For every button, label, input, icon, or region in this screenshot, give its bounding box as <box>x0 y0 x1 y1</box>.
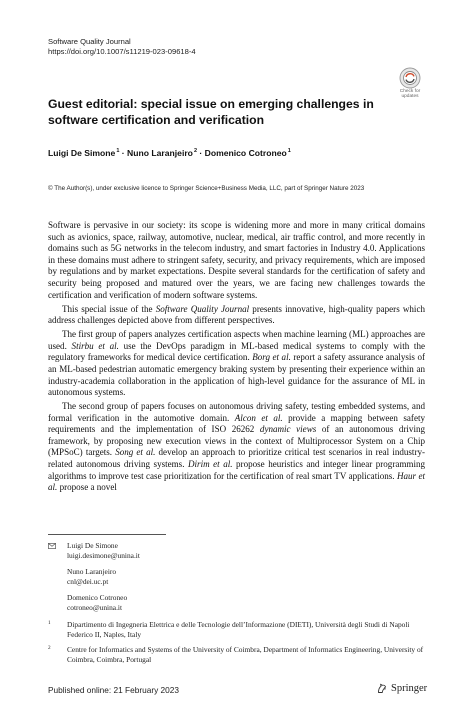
author-separator: · <box>119 148 128 158</box>
text-run: presents innovative, high-quality papers which address challenges depicted above from different perspectives. <box>48 303 425 326</box>
text-run: The second group of papers focuses on autonomous driving safety, testing embedded systems, and formal verification in the automotive domain. <box>48 401 425 423</box>
author-affiliation-marker: 2 <box>193 148 197 154</box>
text-run: use the DevOps paradigm in ML-based medical systems to comply with the regulatory frameworks for medical device certification. <box>48 340 425 363</box>
emphasis-text: Stirbu et al. <box>71 340 119 351</box>
author-name[interactable]: Luigi De Simone <box>48 148 116 158</box>
affiliation-text: Centre for Informatics and Systems of the University of Coimbra, Department of Informatics Engineering, University of Coimbra, Coimbra, Portugal <box>67 645 424 664</box>
springer-horse-icon <box>376 682 388 694</box>
emphasis-text: Alcon et al. <box>234 412 283 423</box>
contact-name: Domenico Cotroneo <box>67 593 128 602</box>
check-for-updates-badge[interactable] <box>393 67 427 101</box>
author-separator: · <box>197 148 205 158</box>
emphasis-text: Software Quality Journal <box>155 303 250 314</box>
contact-name: Nuno Laranjeiro <box>67 567 117 576</box>
author-affiliation-marker: 1 <box>287 148 291 154</box>
emphasis-text: dynamic views <box>259 424 317 435</box>
contact-entry <box>67 541 140 560</box>
author-name[interactable]: Domenico Cotroneo <box>204 148 287 158</box>
check-updates-line1: Check for <box>399 89 421 94</box>
author-name[interactable]: Nuno Laranjeiro <box>127 148 193 158</box>
author-affiliation-marker: 1 <box>116 148 120 154</box>
doi-link[interactable]: https://doi.org/10.1007/s11219-023-09618-4 <box>48 47 196 56</box>
published-date: Published online: 21 February 2023 <box>48 685 179 695</box>
text-run: propose heuristics and integer linear programming algorithms to improve test case prioritization for the certification of real smart TV applications. <box>48 459 425 481</box>
text-run: of an autonomous driving framework, by proposing new execution views in the context of Multiprocessor System on a Chip (MPSoC) targets. <box>48 424 426 458</box>
affiliation-text: Dipartimento di Ingegneria Elettrica e delle Tecnologie dell’Informazione (DIETI), Università degli Studi di Napoli Federico II, Naples, Italy <box>67 620 410 639</box>
contact-email[interactable]: luigi.desimone@unina.it <box>67 550 140 560</box>
text-run: The first group of papers analyzes certification aspects when machine learning (ML) approaches are used. <box>48 329 425 351</box>
body-paragraph <box>48 329 425 399</box>
copyright-notice: © The Author(s), under exclusive licence to Springer Science+Business Media, LLC, part of Springer Nature 2023 <box>48 185 365 192</box>
emphasis-text: Dirim et al. <box>188 459 233 470</box>
contact-name: Luigi De Simone <box>67 541 118 550</box>
text-run: This special issue of the <box>62 303 156 314</box>
text-run: propose a novel <box>57 482 117 493</box>
emphasis-text: Borg et al. <box>252 352 291 363</box>
affiliation-number: 2 <box>48 645 51 651</box>
contact-entry <box>67 567 116 586</box>
envelope-icon <box>48 543 56 549</box>
contact-email[interactable]: cotroneo@unina.it <box>67 602 123 612</box>
emphasis-text: Song et al. <box>115 447 156 458</box>
text-run: develop an approach to prioritize critical test scenarios in real industry-related autonomous driving systems. <box>48 447 425 470</box>
text-run: report a safety assurance analysis of an ML-based pedestrian automatic emergency braking system by presenting their experience within an industry-academia collaboration in the application of high-level guidance for the assurance of ML in autonomous systems. <box>48 352 426 398</box>
check-updates-line2: updates <box>401 94 419 100</box>
check-updates-icon <box>393 67 427 91</box>
text-run: provide a mapping between safety requirements and the implementation of ISO 26262 <box>48 412 425 435</box>
article-body <box>48 220 425 494</box>
article-title: Guest editorial: special issue on emerging challenges in software certification and verification <box>48 97 374 127</box>
author-list <box>48 148 291 158</box>
journal-header <box>48 37 196 57</box>
publisher-logo[interactable] <box>376 682 427 694</box>
publisher-name: Springer <box>391 682 428 694</box>
contact-email[interactable]: cnl@dei.uc.pt <box>67 576 109 586</box>
journal-name: Software Quality Journal <box>48 37 131 46</box>
affiliation-number: 1 <box>48 620 51 626</box>
body-paragraph <box>48 304 425 327</box>
footnote-divider <box>48 534 166 535</box>
emphasis-text: Haur et al. <box>48 470 425 493</box>
text-run: Software is pervasive in our society: its scope is widening more and more in many critical domains such as avionics, space, railway, automotive, nuclear, medical, air traffic control, and more recently in domains such as 5G networks in the telecom industry, and smart factories in Industry 4.0. Applications in these domains must adhere to stringent safety, security, and privacy requirements, which are imposed by regulations and by market expectations. Despite several standards for the certification of safety and security being proposed and matured over the years, we are facing new challenges towards the certification and verification of modern software systems. <box>48 220 425 300</box>
body-paragraph <box>48 401 425 494</box>
contact-entry <box>67 593 127 612</box>
body-paragraph <box>48 220 425 301</box>
